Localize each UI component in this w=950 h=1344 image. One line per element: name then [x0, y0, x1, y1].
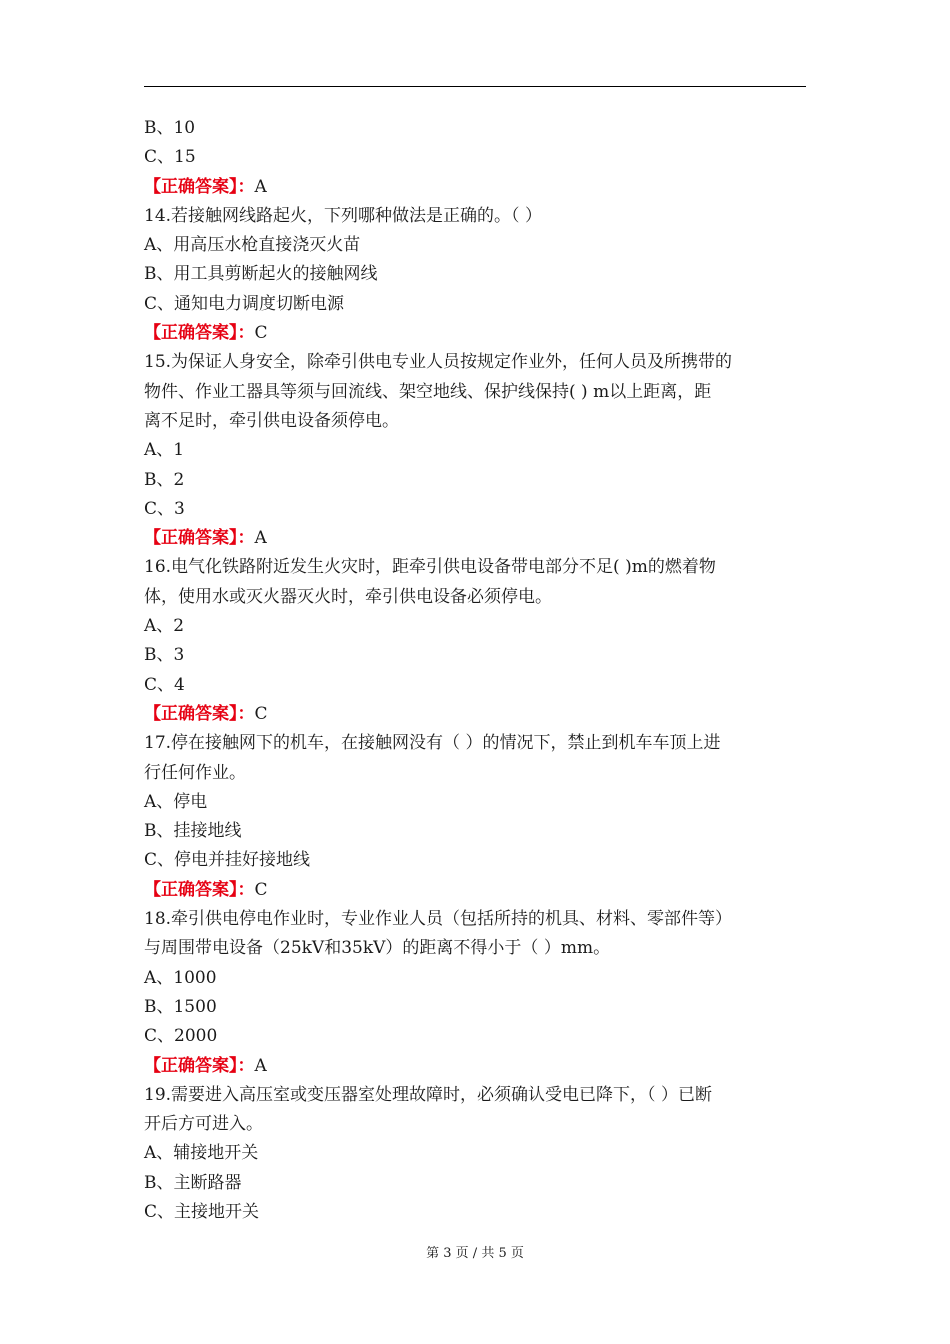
- question-text-line: 18.牵引供电停电作业时，专业作业人员（包括所持的机具、材料、零部件等）: [144, 909, 733, 930]
- header-rule: [144, 86, 806, 87]
- answer-option: A、用高压水枪直接浇灭火苗: [144, 235, 361, 256]
- correct-answer-line: [144, 1052, 806, 1081]
- question-block: [144, 202, 806, 231]
- question-text-line: 物件、作业工器具等须与回流线、架空地线、保护线保持( ) m以上距离，距: [144, 381, 712, 402]
- answer-option: B、3: [144, 645, 185, 666]
- question-text-line: 行任何作业。: [144, 762, 246, 783]
- question-text-line: 14.若接触网线路起火，下列哪种做法是正确的。（ ）: [144, 205, 542, 226]
- answer-option: C、15: [144, 147, 196, 168]
- answer-option: C、主接地开关: [144, 1201, 260, 1222]
- question-text-line: 15.为保证人身安全，除牵引供电专业人员按规定作业外，任何人员及所携带的: [144, 352, 733, 373]
- answer-option: C、停电并挂好接地线: [144, 850, 311, 871]
- answer-option: B、用工具剪断起火的接触网线: [144, 264, 378, 285]
- question-block: [144, 1081, 806, 1140]
- answer-option: A、辅接地开关: [144, 1143, 259, 1164]
- question-text-line: 17.停在接触网下的机车，在接触网没有（ ）的情况下，禁止到机车车顶上进: [144, 733, 721, 754]
- answer-option: C、通知电力调度切断电源: [144, 293, 345, 314]
- correct-answer-label: 【正确答案】：: [144, 879, 255, 900]
- answer-option: B、2: [144, 469, 185, 490]
- correct-answer-label: 【正确答案】：: [144, 703, 255, 724]
- correct-answer-value: A: [254, 176, 267, 197]
- correct-answer-line: [144, 876, 806, 905]
- question-text-line: 16.电气化铁路附近发生火灾时，距牵引供电设备带电部分不足( )m的燃着物: [144, 557, 716, 578]
- question-text-line: 与周围带电设备（25kV和35kV）的距离不得小于（ ）mm。: [144, 938, 611, 959]
- correct-answer-line: [144, 700, 806, 729]
- correct-answer-line: [144, 319, 806, 348]
- question-block: [144, 553, 806, 612]
- correct-answer-label: 【正确答案】：: [144, 176, 255, 197]
- answer-option: C、2000: [144, 1026, 218, 1047]
- correct-answer-value: C: [254, 703, 268, 724]
- correct-answer-value: A: [254, 1055, 267, 1076]
- question-block: [144, 905, 806, 964]
- answer-option: B、10: [144, 118, 196, 138]
- answer-option: A、1000: [144, 967, 217, 988]
- correct-answer-label: 【正确答案】：: [144, 323, 255, 344]
- question-text-line: 离不足时，牵引供电设备须停电。: [144, 410, 399, 431]
- question-text-line: 体，使用水或灭火器灭火时，牵引供电设备必须停电。: [144, 586, 552, 607]
- question-text-line: 19.需要进入高压室或变压器室处理故障时，必须确认受电已降下，（ ）已断: [144, 1084, 712, 1105]
- answer-option: A、2: [144, 616, 185, 637]
- document-body: [144, 114, 806, 1227]
- answer-option: B、主断路器: [144, 1172, 242, 1193]
- answer-option: B、挂接地线: [144, 821, 242, 842]
- answer-option: B、1500: [144, 996, 217, 1017]
- answer-option: C、4: [144, 674, 185, 695]
- answer-option: A、停电: [144, 791, 208, 812]
- correct-answer-value: C: [254, 879, 268, 900]
- correct-answer-value: C: [254, 323, 268, 344]
- page-footer: 第 3 页 / 共 5 页: [426, 1246, 524, 1261]
- correct-answer-label: 【正确答案】：: [144, 528, 255, 549]
- answer-option: A、1: [144, 440, 185, 461]
- correct-answer-label: 【正确答案】：: [144, 1055, 255, 1076]
- correct-answer-value: A: [254, 528, 267, 549]
- question-block: [144, 729, 806, 788]
- answer-option: C、3: [144, 498, 185, 519]
- question-block: [144, 348, 806, 436]
- correct-answer-line: [144, 173, 806, 202]
- question-text-line: 开后方可进入。: [144, 1114, 263, 1135]
- correct-answer-line: [144, 524, 806, 553]
